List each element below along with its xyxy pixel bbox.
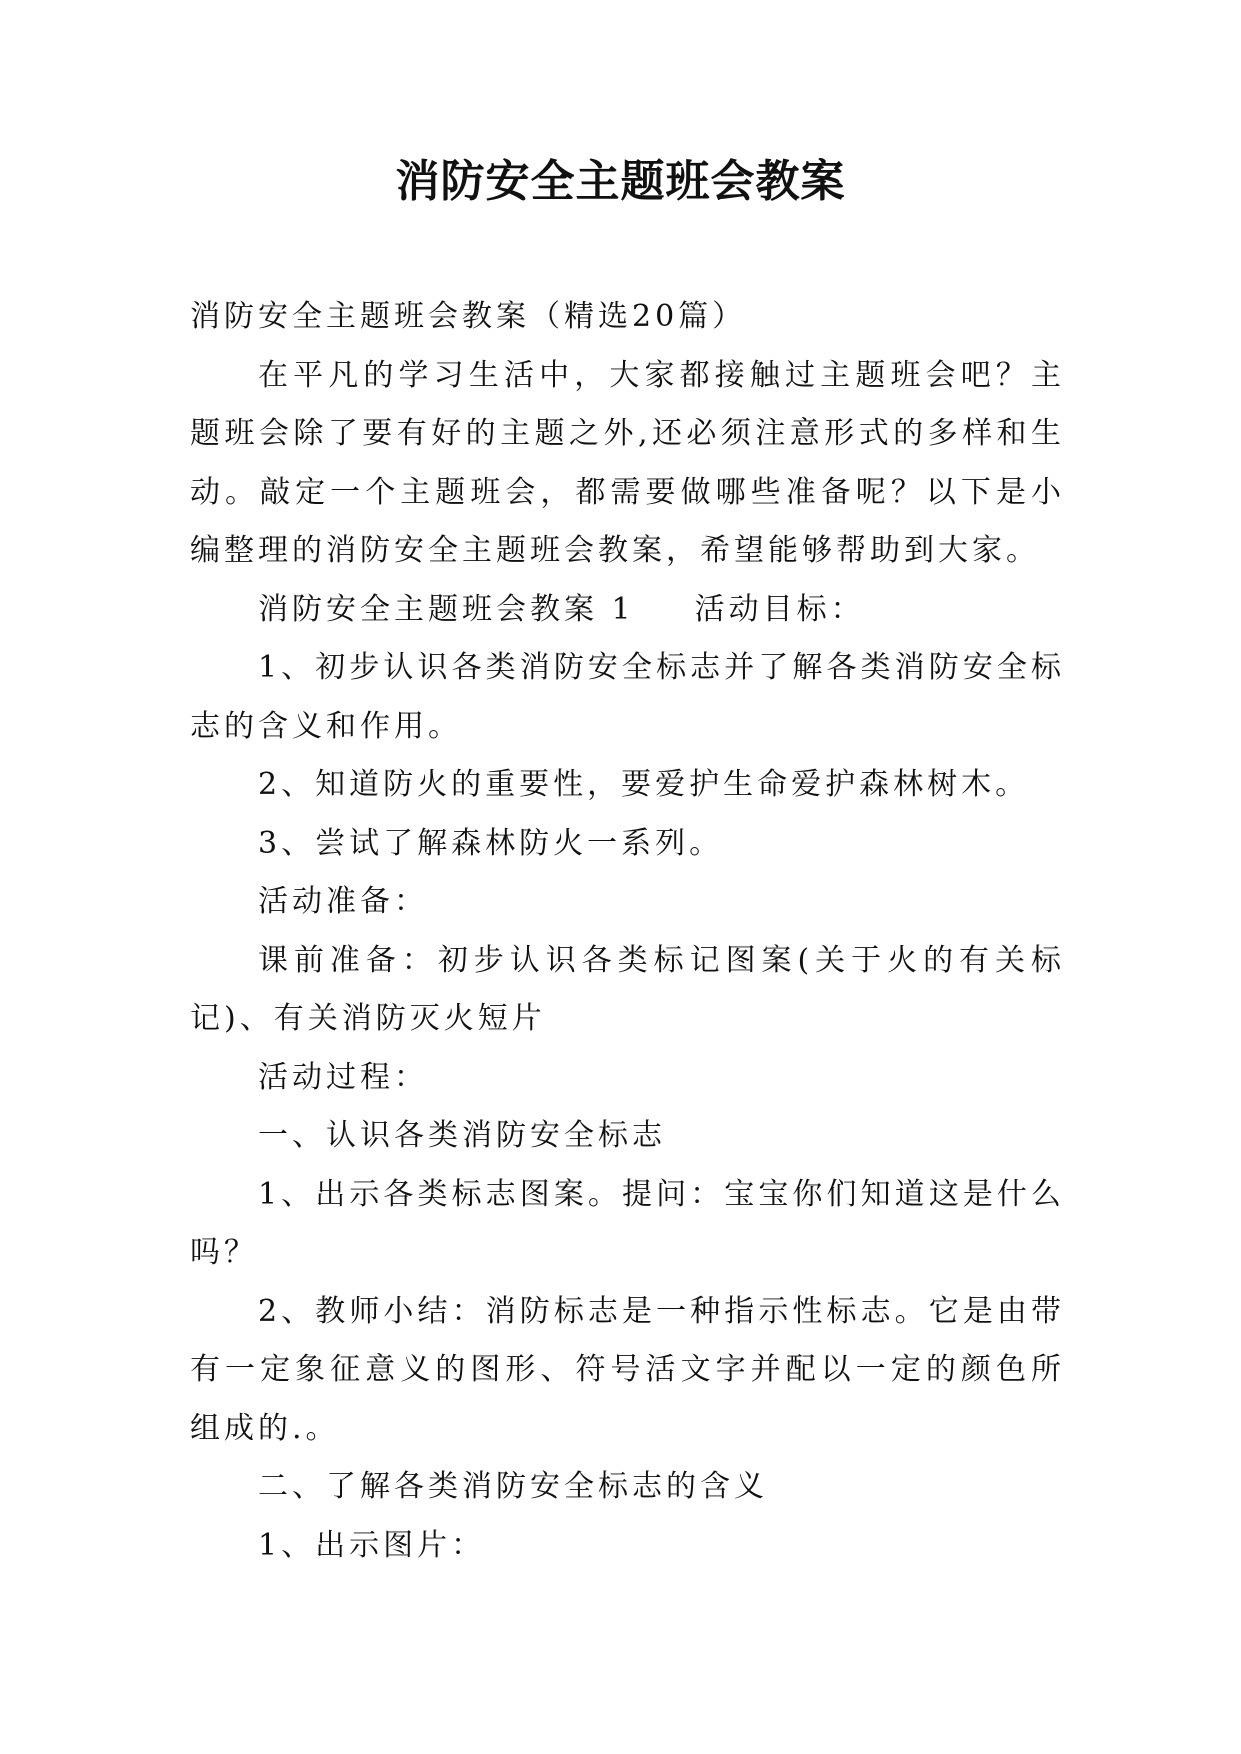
paragraph-step-1-1: 1、出示各类标志图案。提问：宝宝你们知道这是什么吗？ (190, 1176, 1065, 1270)
paragraph-step-1-heading: 一、认识各类消防安全标志 (258, 1118, 666, 1153)
document-body (190, 288, 1065, 1575)
activity-goals-label: 活动目标： (694, 591, 865, 627)
paragraph-step-2-heading: 二、了解各类消防安全标志的含义 (258, 1469, 768, 1504)
paragraph-intro: 在平凡的学习生活中，大家都接触过主题班会吧？主题班会除了要有好的主题之外,还必须注意形式的多样和生动。敲定一个主题班会，都需要做哪些准备呢？以下是小编整理的消防安全主题班会教案，希望能够帮助到大家。 (190, 357, 1065, 568)
paragraph-goal-2: 2、知道防火的重要性，要爱护生命爱护森林树木。 (258, 767, 1030, 802)
paragraph-subtitle: 消防安全主题班会教案（精选20篇） (190, 299, 747, 334)
document-title: 消防安全主题班会教案 (395, 156, 846, 207)
paragraph-preparation-heading: 活动准备： (258, 884, 428, 919)
section-1-label: 消防安全主题班会教案 1 (258, 591, 635, 627)
paragraph-step-2-1: 1、出示图片： (258, 1527, 486, 1563)
paragraph-goal-3: 3、尝试了解森林防火一系列。 (258, 825, 724, 861)
paragraph-process-heading: 活动过程： (258, 1059, 428, 1095)
paragraph-step-1-2: 2、教师小结：消防标志是一种指示性标志。它是由带有一定象征意义的图形、符号活文字并配以一定的颜色所组成的.。 (190, 1293, 1065, 1446)
paragraph-section-1-heading (190, 581, 1065, 640)
paragraph-goal-1: 1、初步认识各类消防安全标志并了解各类消防安全标志的含义和作用。 (190, 650, 1065, 744)
paragraph-preparation: 课前准备：初步认识各类标记图案(关于火的有关标记)、有关消防灭火短片 (190, 942, 1065, 1036)
